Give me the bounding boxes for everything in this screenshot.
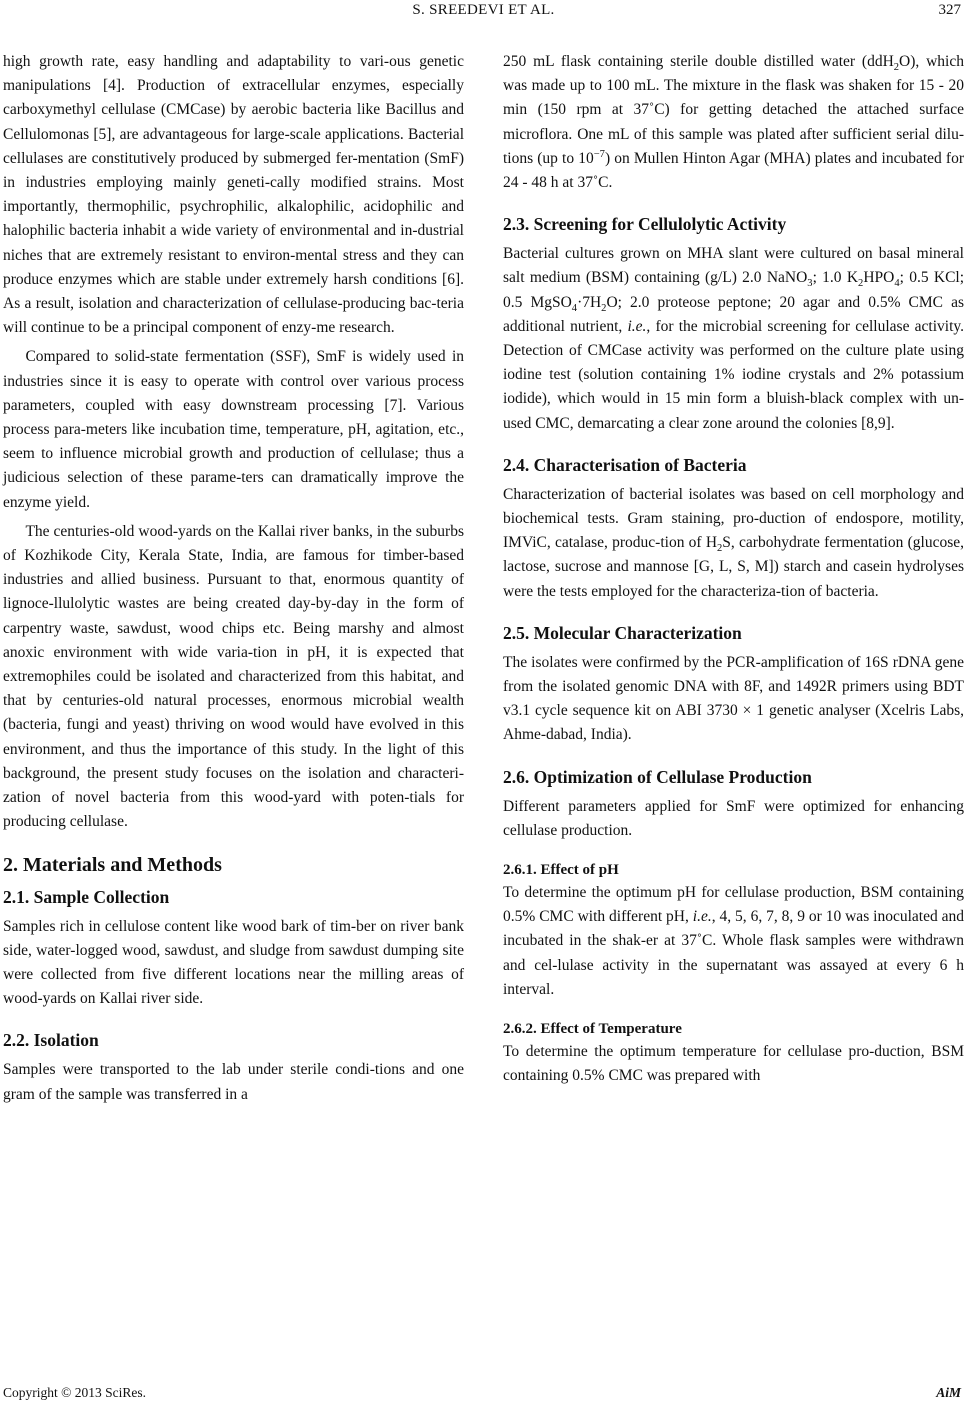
- paragraph-isolation: Samples were transported to the lab under sterile condi-tions and one gram of the sample was transferred in a: [3, 1061, 464, 1103]
- subsection-heading-screening: 2.3. Screening for Cellulolytic Activity: [503, 214, 787, 235]
- paragraph-ph: To determine the optimum pH for cellulase production, BSM containing 0.5% CMC with different pH, i.e., 4, 5, 6, 7, 8, 9 or 10 was inoculated and incubated in the shak-er at 37˚C. Whole flask samples were withdrawn and cel-lulase activity in the supernatant was assayed at every 6 h interval.: [503, 884, 964, 998]
- paragraph-screening: Bacterial cultures grown on MHA slant were cultured on basal mineral salt medium (BSM) containing (g/L) 2.0 NaNO$_3$; 1.0 $K_2HPO_4$; 0.5 KCl; 0.5 $MgSO_4\cdot 7H_2O$; 2.0 proteose peptone; 20 agar and 0.5% CMC as additional nutrient, i.e., for the microbial screening for cellulase activity. Detection of CMCase activity was performed on the culture plate using iodine test (solution containing 1% iodine crystals and 2% potassium iodide), which would in 15 min form a bluish-black complex with un-used CMC, demarcating a clear zone around the colonies [8,9].: [503, 245, 965, 432]
- subsection-heading-characterisation: 2.4. Characterisation of Bacteria: [503, 454, 747, 475]
- page-header: [0, 0, 967, 28]
- subsection-heading-isolation: 2.2. Isolation: [3, 1030, 99, 1051]
- paragraph-molecular: The isolates were confirmed by the PCR-amplification of 16S rDNA gene from the isolated genomic DNA with 8F, and 1492R primers using BDT v3.1 cycle sequence kit on ABI 3730 × 1 genetic analyser (Xcelris Labs, Ahme-dabad, India).: [503, 653, 964, 744]
- paragraph-intro-2: Compared to solid-state fermentation (SSF), SmF is widely used in industries since it is easy to operate with control over various process parameters, coupled with easy downstream processing [7]. Various process para-meters like incubation time, temperature, pH, agitation, etc., seem to influence microbial growth and production of cellulase; thus a judicious selection of these parame-ters can dramatically improve the enzyme yield.: [3, 348, 464, 511]
- running-head-authors: S. SREEDEVI ET AL.: [412, 2, 555, 18]
- section-heading-materials-methods: 2. Materials and Methods: [3, 853, 222, 876]
- page-footer: [0, 1385, 967, 1409]
- subsubsection-heading-temperature: 2.6.2. Effect of Temperature: [503, 1021, 682, 1038]
- subsection-heading-optimization: 2.6. Optimization of Cellulase Production: [503, 766, 812, 787]
- page-number: 327: [938, 2, 961, 18]
- left-column: [3, 50, 464, 1107]
- paragraph-sample-collection: Samples rich in cellulose content like wood bark of tim-ber on river bank side, water-logged wood, sawdust, and sludge from sawdust dumping site were collected from five different locations near the milling areas of wood-yards on Kallai river side.: [3, 917, 464, 1008]
- paragraph-isolation-continued: 250 mL flask containing sterile double distilled water (ddH$_2$O), which was made up to 100 mL. The mixture in the flask was shaken for 15 - 20 min (150 rpm at 37˚C) for getting detached the attached surface microflora. One mL of this sample was plated after sufficient serial dilu-tions (up to $10^{-7}$) on Mullen Hinton Agar (MHA) plates and incubated for 24 - 48 h at 37˚C.: [503, 53, 964, 192]
- subsection-heading-sample-collection: 2.1. Sample Collection: [3, 886, 170, 907]
- journal-abbreviation: AiM: [936, 1385, 961, 1400]
- subsection-heading-molecular: 2.5. Molecular Characterization: [503, 622, 742, 643]
- paragraph-characterisation: Characterization of bacterial isolates was based on cell morphology and biochemical tests. Gram staining, pro-duction of endospore, motility, IMViC, catalase, produc-tion of $H_2S$, carbohydrate fermentation (glucose, lactose, sucrose and mannose [G, L, S, M]) starch and casein hydrolyses were the tests employed for the characteriza-tion of bacteria.: [503, 485, 964, 600]
- paragraph-intro-3: The centuries-old wood-yards on the Kallai river banks, in the suburbs of Kozhikode City, Kerala State, India, are famous for timber-based industries and allied business. Pursuant to that, enormous quantity of lignoce-llulolytic wastes are being created day-by-day in the form of carpentry waste, sawdust, wood chips etc. Being marshy and almost anoxic environment with wide varia-tion in pH, it is expected that extremophiles could be isolated and characterized from this habitat, and that by centuries-old natural processes, enormous microbial wealth (bacteria, fungi and yeast) thriving on wood would have evolved in this environment, and thus the importance of this study. In the light of this background, the present study focuses on the isolation and characteri-zation of novel bacteria from this wood-yard with poten-tials for producing cellulase.: [3, 522, 464, 831]
- paragraph-optimization: Different parameters applied for SmF were optimized for enhancing cellulase production.: [503, 797, 964, 839]
- copyright-notice: Copyright © 2013 SciRes.: [3, 1385, 147, 1400]
- subsubsection-heading-ph: 2.6.1. Effect of pH: [503, 862, 619, 879]
- paragraph-intro-1: high growth rate, easy handling and adaptability to vari-ous genetic manipulations [4]. Production of extracellular enzymes, especially carboxymethyl cellulase (CMCase) by aerobic bacteria like Bacillus and Cellulomonas [5], are advantageous for large-scale applications. Bacterial cellulases are constitutively produced by submerged fer-mentation (SmF) in industries employing mainly geneti-cally modified strains. Most importantly, thermophilic, psychrophilic, alkalophilic, acidophilic and halophilic bacteria inhabit a wide variety of environmental and in-dustrial niches that are extremely resistant to environ-mental stress and they can produce enzymes which are stable under extremely harsh conditions [6]. As a result, isolation and characterization of cellulase-producing bac-teria will continue to be a principal component of enzy-me research.: [3, 53, 464, 337]
- right-column: [503, 50, 964, 1089]
- paragraph-temperature: To determine the optimum temperature for cellulase pro-duction, BSM containing 0.5% CMC was prepared with: [503, 1043, 964, 1085]
